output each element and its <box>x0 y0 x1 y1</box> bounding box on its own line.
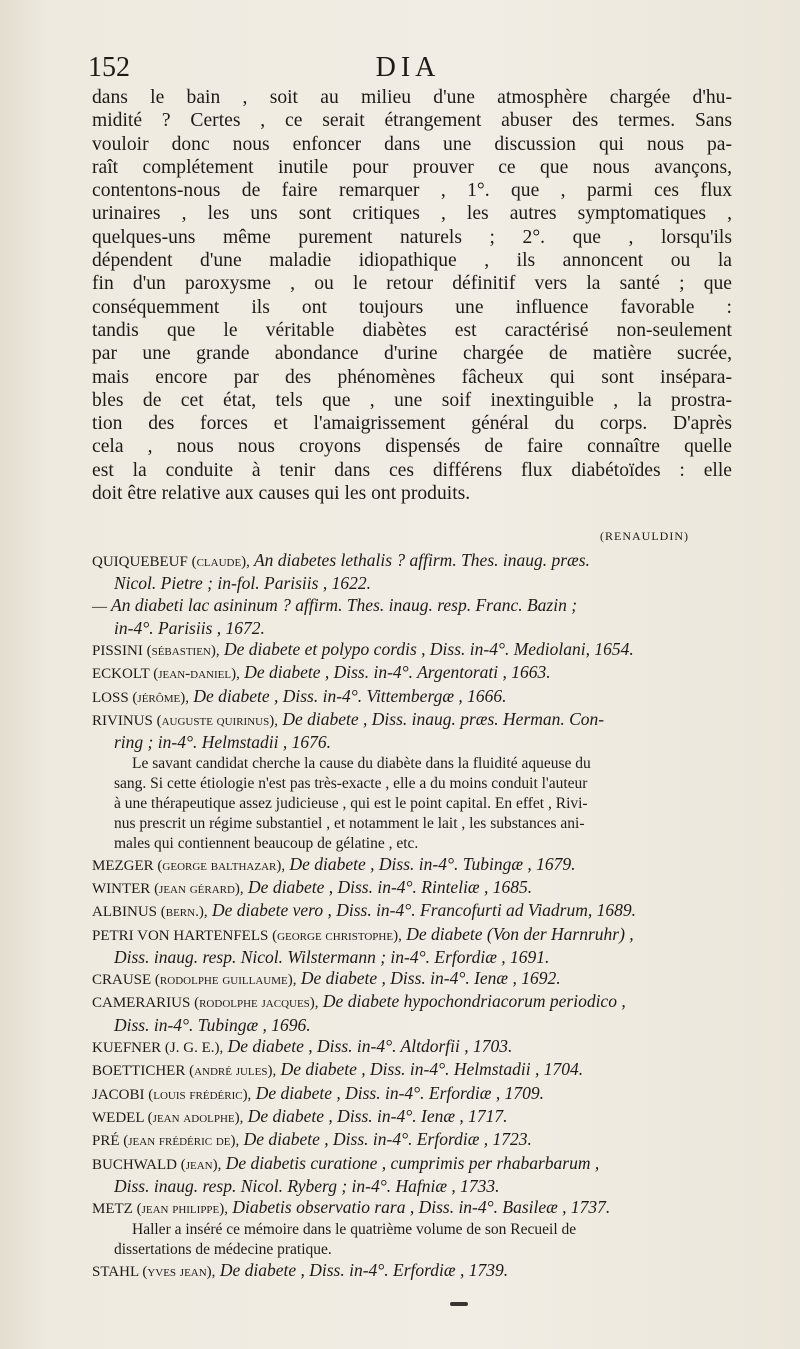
entry-author: ECKOLT (jean-daniel), <box>92 666 240 683</box>
body-line: contentons-nous de faire remarquer , 1°. que , parmi ces flux <box>92 180 732 202</box>
body-text <box>92 86 732 505</box>
body-line: cela , nous nous croyons dispensés de faire connaître quelle <box>92 436 732 458</box>
entry-author: PISSINI (sébastien), <box>92 643 220 660</box>
bibliography-entry <box>92 1036 732 1059</box>
entry-author: BUCHWALD (jean), <box>92 1156 222 1173</box>
entry-continuation: Diss. inaug. resp. Nicol. Ryberg ; in-4°. Hafniæ , 1733. <box>114 1175 500 1196</box>
entry-continuation: ring ; in-4°. Helmstadii , 1676. <box>114 732 331 753</box>
body-line: dépendent d'une maladie idiopathique , ils annoncent ou la <box>92 250 732 272</box>
bibliography-entry <box>92 662 732 685</box>
entry-author: MEZGER (george balthazar), <box>92 857 286 874</box>
bibliography-entry <box>92 1059 732 1082</box>
note-line: dissertations de médecine pratique. <box>114 1241 332 1259</box>
bibliography-entry <box>92 1083 732 1106</box>
entry-title: De diabetis curatione , cumprimis per rhabarbarum , <box>221 1152 600 1173</box>
entry-author: CAMERARIUS (rodolphe jacques), <box>92 995 319 1012</box>
entry-title: De diabete , Diss. in-4°. Erfordiæ , 1723. <box>239 1129 532 1150</box>
entry-author: WINTER (jean gérard), <box>92 880 244 897</box>
entry-continuation: Diss. inaug. resp. Nicol. Wilstermann ; in-4°. Erfordiæ , 1691. <box>114 946 550 967</box>
bibliography-entry <box>92 595 732 640</box>
body-line: urinaires , les uns sont critiques , les autres symptomatiques , <box>92 203 732 225</box>
note-line: males qui contiennent beaucoup de gélatine , etc. <box>114 834 419 852</box>
entry-title: De diabete , Diss. inaug. præs. Herman. Con- <box>277 709 605 730</box>
note-line: à une thérapeutique assez judicieuse , qui est le point capital. En effet , Rivi- <box>114 794 588 812</box>
note-line: sang. Si cette étiologie n'est pas très-exacte , elle a du moins conduit l'auteur <box>114 774 588 792</box>
entry-title: De diabete , Diss. in-4°. Ienæ , 1717. <box>243 1105 508 1126</box>
bibliography-group-2 <box>92 854 732 1221</box>
entry-author: WEDEL (jean adolphe), <box>92 1109 244 1126</box>
body-line: fin d'un paroxysme , ou le retour définitif vers la santé ; que <box>92 273 732 295</box>
entry-title: De diabete , Diss. in-4°. Vittembergæ , 1666. <box>188 685 507 706</box>
printer-ornament <box>450 1302 468 1306</box>
entry-author: PRÉ (jean frédéric de), <box>92 1133 240 1150</box>
body-line: tandis que le véritable diabètes est caractérisé non-seulement <box>92 319 732 341</box>
bibliography-entry <box>92 854 732 877</box>
body-line: quelques-uns même purement naturels ; 2°. que , lorsqu'ils <box>92 226 732 248</box>
body-line: midité ? Certes , ce serait étrangement abuser des termes. Sans <box>92 110 732 132</box>
body-line: conséquemment ils ont toujours une influence favorable : <box>92 296 732 318</box>
entry-continuation: Nicol. Pietre ; in-fol. Parisiis , 1622. <box>114 573 371 594</box>
entry-title: De diabete , Diss. in-4°. Erfordiæ , 1739. <box>215 1260 509 1281</box>
page-number: 152 <box>88 52 130 83</box>
bibliography-group-3 <box>92 1260 732 1283</box>
bibliography-entry <box>92 639 732 662</box>
annotation-haller <box>92 1220 726 1260</box>
bibliography <box>92 550 732 1284</box>
bibliography-group-1 <box>92 550 732 754</box>
entry-title: De diabete , Diss. in-4°. Altdorfii , 1703. <box>223 1036 513 1057</box>
body-line: mais encore par des phénomènes fâcheux qui sont insépara- <box>92 366 732 388</box>
body-line: raît complétement inutile pour prouver ce que nous avançons, <box>92 156 732 178</box>
entry-title: An diabetes lethalis ? affirm. Thes. inaug. præs. <box>249 550 590 570</box>
body-line: bles de cet état, tels que , une soif inextinguible , la prostra- <box>92 389 732 411</box>
bibliography-entry <box>92 1260 732 1283</box>
note-line: Le savant candidat cherche la cause du diabète dans la fluidité aqueuse du <box>132 754 591 772</box>
bibliography-entry <box>92 1197 732 1220</box>
page-header <box>88 52 728 86</box>
body-line: est la conduite à tenir dans ces différens flux diabétoïdes : elle <box>92 459 732 481</box>
entry-author: CRAUSE (rodolphe guillaume), <box>92 972 297 989</box>
bibliography-entry <box>92 924 732 969</box>
bibliography-entry <box>92 877 732 900</box>
body-line: doit être relative aux causes qui les ont produits. <box>92 483 471 505</box>
entry-author: BOETTICHER (andré jules), <box>92 1063 277 1080</box>
body-line: vouloir donc nous enfoncer dans une discussion qui nous pa- <box>92 133 732 155</box>
note-line: Haller a inséré ce mémoire dans le quatrième volume de son Recueil de <box>132 1221 577 1239</box>
entry-title: De diabete et polypo cordis , Diss. in-4°. Mediolani, 1654. <box>219 639 634 660</box>
entry-title: An diabeti lac asininum ? affirm. Thes. inaug. resp. Franc. Bazin ; <box>107 594 578 615</box>
entry-author: ALBINUS (bern.), <box>92 904 208 921</box>
entry-author: — <box>92 598 107 615</box>
entry-title: De diabete , Diss. in-4°. Tubingæ , 1679. <box>285 853 576 874</box>
entry-author: STAHL (yves jean), <box>92 1264 216 1281</box>
entry-title: Diabetis observatio rara , Diss. in-4°. Basileæ , 1737. <box>228 1197 611 1218</box>
body-line: dans le bain , soit au milieu d'une atmosphère chargée d'hu- <box>92 87 732 108</box>
entry-author: PETRI VON HARTENFELS (george christophe), <box>92 927 402 944</box>
body-line: tion des forces et l'amaigrissement général du corps. D'après <box>92 413 732 435</box>
entry-title: De diabete (Von der Harnruhr) , <box>401 923 634 944</box>
entry-title: De diabete vero , Diss. in-4°. Francofurti ad Viadrum, 1689. <box>207 900 637 921</box>
bibliography-entry <box>92 900 732 923</box>
entry-title: De diabete hypochondriacorum periodico , <box>318 991 626 1012</box>
entry-author: LOSS (jérôme), <box>92 689 189 706</box>
entry-author: KUEFNER (J. G. E.), <box>92 1040 224 1057</box>
entry-author: JACOBI (louis frédéric), <box>92 1086 252 1103</box>
entry-title: De diabete , Diss. in-4°. Argentorati , 1663. <box>239 662 551 683</box>
entry-continuation: Diss. in-4°. Tubingæ , 1696. <box>114 1014 311 1035</box>
entry-author: RIVINUS (auguste quirinus), <box>92 713 278 730</box>
body-line: par une grande abondance d'urine chargée de matière sucrée, <box>92 343 732 365</box>
bibliography-entry <box>92 991 732 1036</box>
body-paragraph <box>92 86 732 505</box>
entry-title: De diabete , Diss. in-4°. Rinteliæ , 1685. <box>243 876 533 897</box>
entry-title: De diabete , Diss. in-4°. Ienæ , 1692. <box>296 968 561 989</box>
running-head: DIA <box>375 52 441 83</box>
entry-author: METZ (jean philippe), <box>92 1201 229 1218</box>
bibliography-entry <box>92 1153 732 1198</box>
bibliography-entry <box>92 1129 732 1152</box>
entry-title: De diabete , Diss. in-4°. Helmstadii , 1704. <box>276 1059 584 1080</box>
note-line: nus prescrit un régime substantiel , et notamment le lait , les substances ani- <box>114 814 585 832</box>
bibliography-entry <box>92 550 732 595</box>
bibliography-entry <box>92 1106 732 1129</box>
entry-continuation: in-4°. Parisiis , 1672. <box>114 617 265 638</box>
annotation-rivinus <box>92 754 726 854</box>
bibliography-entry <box>92 686 732 709</box>
author-signature: (RENAULDIN) <box>600 529 689 543</box>
bibliography-entry <box>92 968 732 991</box>
bibliography-entry <box>92 709 732 754</box>
entry-author: QUIQUEBEUF (claude), <box>92 554 250 570</box>
entry-title: De diabete , Diss. in-4°. Erfordiæ , 1709. <box>251 1082 544 1103</box>
